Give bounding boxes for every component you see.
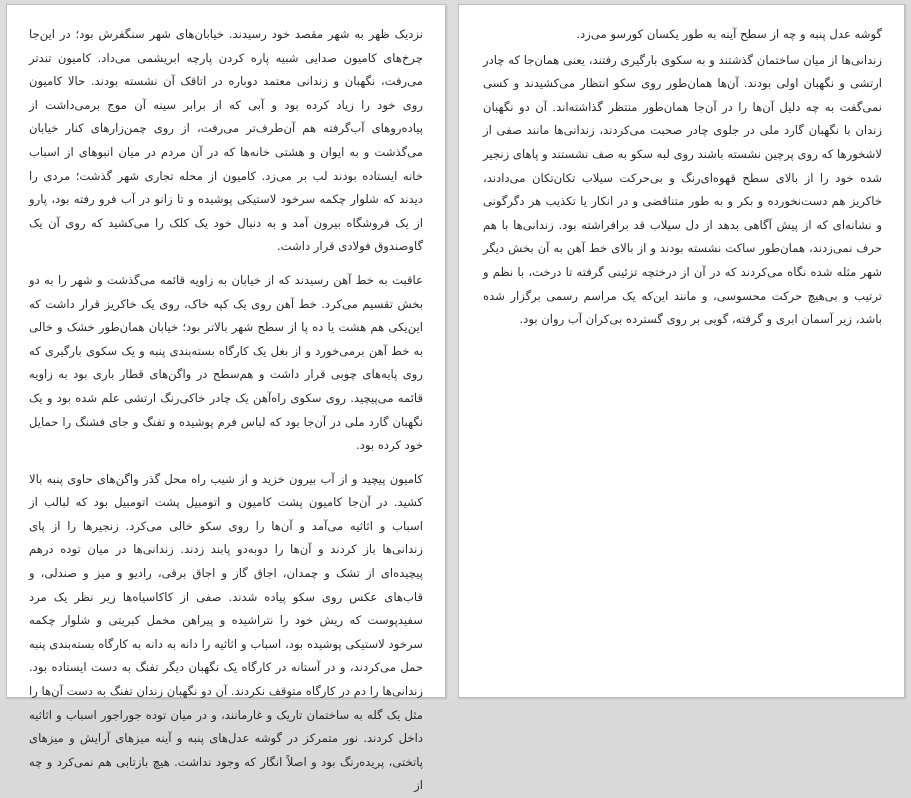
paragraph: نزدیک ظهر به شهر مقصد خود رسیدند. خیابان‌های شهر سنگفرش بود؛ در این‌جا چرخ‌های کامیون صدایی شبیه پاره کردن پارچه ابریشمی می‌داد. کامیون تندتر می‌رفت، نگهبان و زندانی معتمد دوباره در اتاقک آن نشسته بودند. حالا کامیون روی خود را زیاد کرده بود و آبی که از برابر سینه آن موج برمی‌داشت از پیاده‌روهای آب‌گرفته هم آن‌طرف‌تر می‌رفت، از روی چمن‌زارهای کنار خیابان می‌گذشت و به ایوان و هشتی خانه‌ها که در آن مردم در میان انبوهای از اسباب خانه ایستاده بودند لب بر می‌زد. کامیون از محله تجاری شهر گذشت؛ مردی را دیدند که شلوار چکمه سرخود لاستیکی پوشیده و تا زانو در آب فرو رفته بود، پارو از یک فروشگاه بیرون آمد و به دنبال خود یک کلک را می‌کشید که روی آن یک گاوصندوق فولادی قرار داشت. (29, 27, 423, 254)
page-right (458, 4, 905, 698)
page-left (6, 4, 446, 793)
paragraph: عاقبت به خط آهن رسیدند که از خیابان به زاویه قائمه می‌گذشت و شهر را به دو بخش تقسیم می‌کرد. خط آهن روی یک کپه خاک، روی یک خاکریز قرار داشت که این‌یکی هم هشت یا ده پا از سطح شهر بالاتر بود؛ خیابان همان‌طور خشک و خالی به خط آهن برمی‌خورد و از بغل یک کارگاه بسته‌بندی پنبه و یک سکوی بارگیری که روی پایه‌های چوبی قرار داشت و هم‌سطح در واگن‌های قطار باری بود به زاویه قائمه می‌پیچید. روی سکوی راه‌آهن یک چادر خاکی‌رنگ ارتشی علم شده بود و یک نگهبان گارد ملی در آن‌جا بود که لباس فرم پوشیده و تفنگ و جای فشنگ را حمایل خود کرده بود. (29, 272, 423, 453)
paragraph: زندانی‌ها از میان ساختمان گذشتند و به سکوی بارگیری رفتند، یعنی همان‌جا که چادر ارتشی و نگهبان اولی بودند. آن‌ها همان‌طور روی سکو انتظار می‌کشیدند و کسی نمی‌گفت به چه دلیل آن‌ها را در آن‌جا همان‌طور منتظر گذاشته‌اند. آن دو نگهبان زندان با نگهبان گارد ملی در جلوی چادر صحبت می‌کردند، زندانی‌ها مانند صفی از لاشخورها که روی پرچین نشسته باشند روی لبه سکو به صف نشستند و پاهای زنجیر شده خود را از بالای سطح قهوه‌ای‌رنگ و بی‌حرکت سیلاب تکان‌تکان می‌دادند، خاکریز هم دست‌نخورده و بکر و به طور متناقضی و در انکار یا تکذیب هر دگرگونی و نشانه‌ای که از پیش آگاهی بدهد از دل سیلاب قد برافراشته بود. زندانی‌ها با هم حرف نمی‌زدند، همان‌طور ساکت نشسته بودند و از بالای خط آهن به آن بخش دیگر شهر مثله شده نگاه می‌کردند که در آن از درختچه تزئینی گرفته تا درخت، با نظم و ترتیب و بی‌هیچ حرکت محسوسی، و مانند این‌که یک مراسم رسمی برگزار شده باشد، زیر آسمان ابری و گرفته، گویی بر روی گسترده بی‌کران آب روان بود. (483, 52, 882, 327)
paragraph: کامیون پیچید و از آب بیرون خزید و از شیب راه محل گذر واگن‌های حاوی پنبه بالا کشید. در آن‌جا کامیون پشت کامیون و اتومبیل پشت اتومبیل بود که لبالب از اسباب و اثاثیه می‌آمد و آن‌ها را روی سکو خالی می‌کرد. زنجیرها را از پای زندانی‌ها باز کردند و آن‌ها را دوبه‌دو پابند زدند. زندانی‌ها در میان توده درهم پیچیده‌ای از تشک و چمدان، اجاق گاز و اجاق برقی، رادیو و میز و صندلی، و قاب‌های عکس روی سکو پیاده شدند. صفی از کاکاسیاه‌ها زیر نظر یک مرد سفیدپوست که ریش خود را نتراشیده و پیراهن مخمل کبریتی و شلوار چکمه سرخود لاستیکی پوشیده بود، اسباب و اثاثیه را دانه به دانه به کارگاه بسته‌بندی پنبه حمل می‌کردند، و در آستانه در کارگاه یک نگهبان دیگر تفنگ به دست ایستاده بود. زندانی‌ها را دم در کارگاه متوقف نکردند. آن دو نگهبان زندان تفنگ به دست آن‌ها را مثل یک گله به ساختمان تاریک و غارمانند، و در میان توده جوراجور اسباب و اثاثیه داخل کردند. نور متمرکز در گوشه عدل‌های پنبه و آینه میزهای آرایش و میزهای پاتختی، پریده‌رنگ بود و اصلاً انگار که وجود نداشت. هیچ بازتابی هم نمی‌کرد و چه از (29, 471, 423, 793)
paragraph: گوشه عدل پنبه و چه از سطح آینه به طور یکسان کورسو می‌زد. (576, 27, 882, 41)
